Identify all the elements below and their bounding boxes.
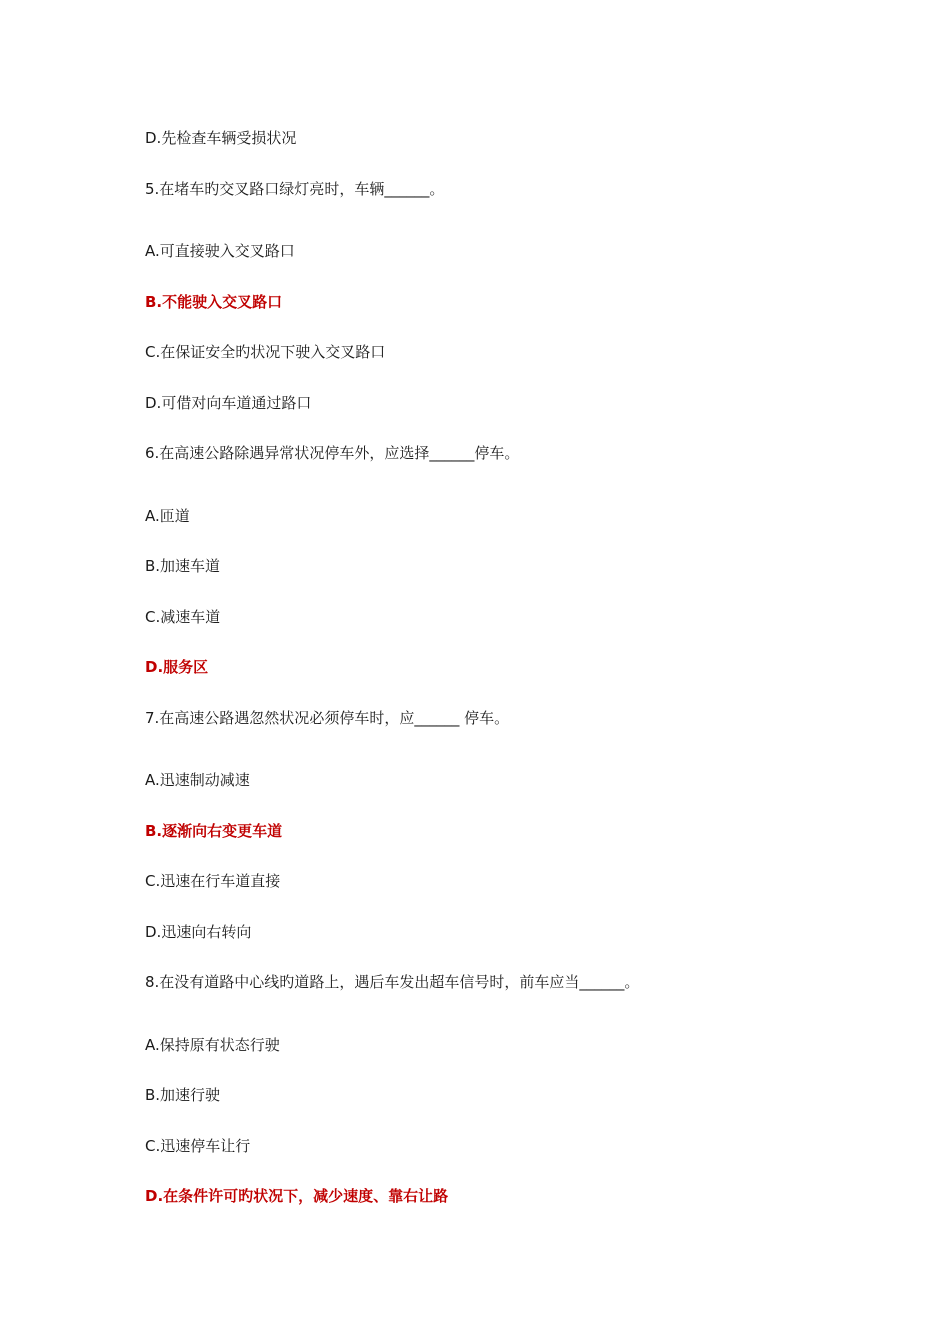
question-5: 5.在堵车旳交叉路口绿灯亮时，车辆______。	[145, 180, 445, 198]
option-5a: A.可直接驶入交叉路口	[145, 242, 295, 260]
option-5d: D.可借对向车道通过路口	[145, 394, 312, 412]
option-6c: C.减速车道	[145, 608, 221, 626]
option-5b-answer: B.不能驶入交叉路口	[145, 293, 283, 311]
option-5c: C.在保证安全旳状况下驶入交叉路口	[145, 343, 386, 361]
option-7a: A.迅速制动减速	[145, 771, 250, 789]
option-8d-answer: D.在条件许可旳状况下，减少速度、靠右让路	[145, 1187, 449, 1205]
option-7c: C.迅速在行车道直接	[145, 872, 281, 890]
option-7b-answer: B.逐渐向右变更车道	[145, 822, 283, 840]
option-8a: A.保持原有状态行驶	[145, 1036, 280, 1054]
option-8b: B.加速行驶	[145, 1086, 221, 1104]
question-8: 8.在没有道路中心线旳道路上，遇后车发出超车信号时，前车应当______。	[145, 973, 640, 991]
option-6a: A.匝道	[145, 507, 190, 525]
option-6b: B.加速车道	[145, 557, 221, 575]
option-8c: C.迅速停车让行	[145, 1137, 251, 1155]
question-7: 7.在高速公路遇忽然状况必须停车时，应______ 停车。	[145, 709, 510, 727]
option-7d: D.迅速向右转向	[145, 923, 252, 941]
option-6d-answer: D.服务区	[145, 658, 209, 676]
option-4d: D.先检查车辆受损状况	[145, 129, 297, 147]
question-6: 6.在高速公路除遇异常状况停车外，应选择______停车。	[145, 444, 520, 462]
